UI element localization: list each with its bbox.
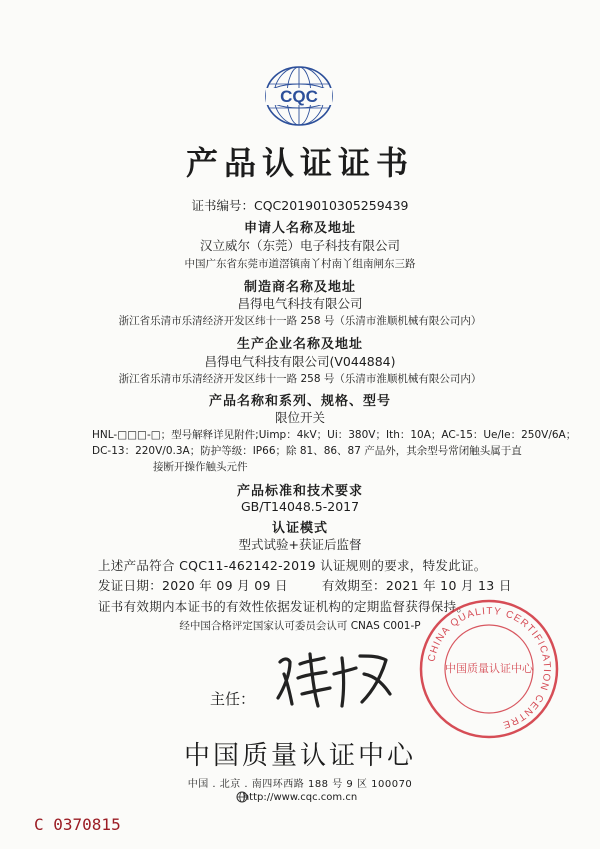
serial-number: C 0370815 <box>34 815 121 834</box>
valid-until-label: 有效期至： <box>321 578 386 593</box>
applicant-address: 中国广东省东莞市道滘镇南丫村南丫组南闸东三路 <box>184 258 416 270</box>
factory-address: 浙江省乐清市乐清经济开发区纬十一路 258 号（乐清市淮顺机械有限公司内） <box>118 373 482 385</box>
product-spec-line1: HNL-□□□-□；型号解释详见附件;Uimp：4kV；Ui：380V；Ith：10A；AC-15：Ue/Ie：250V/6A； <box>92 429 577 441</box>
manufacturer-label: 制造商名称及地址 <box>243 280 356 295</box>
seal-english-text: CHINA QUALITY CERTIFICATION CENTRE <box>426 605 553 731</box>
signature-text: 陈 梅 <box>270 644 273 645</box>
certificate-number: 证书编号：CQC2019010305259439 <box>191 198 409 213</box>
product-spec-line3: 接断开操作触头元件 <box>153 461 248 473</box>
issue-date: 2020 年 09 月 09 日 <box>162 578 288 593</box>
mode-value: 型式试验+获证后监督 <box>238 537 362 552</box>
cqc-seal-stamp <box>418 598 560 740</box>
product-spec-line2: DC-13：220V/0.3A；防护等级：IP66；除 81、86、87 产品外，其余型号常闭触头属于直 <box>92 445 522 457</box>
issue-date-label: 发证日期： <box>98 578 163 593</box>
standard-value: GB/T14048.5-2017 <box>240 499 360 514</box>
standard-label: 产品标准和技术要求 <box>236 484 363 499</box>
product-label: 产品名称和系列、规格、型号 <box>208 394 391 409</box>
seal-chinese-text: 中国质量认证中心 <box>445 662 533 675</box>
issuing-organization: 中国质量认证中心 <box>183 741 416 771</box>
applicant-name: 汉立威尔（东莞）电子科技有限公司 <box>199 238 400 253</box>
dates-line <box>98 576 512 594</box>
applicant-label: 申请人名称及地址 <box>243 221 356 236</box>
manufacturer-name: 昌得电气科技有限公司 <box>237 296 363 311</box>
organization-address: 中国 . 北京 . 南四环西路 188 号 9 区 100070 <box>187 779 413 790</box>
manufacturer-address: 浙江省乐清市乐清经济开发区纬十一路 258 号（乐清市淮顺机械有限公司内） <box>118 315 482 327</box>
factory-label: 生产企业名称及地址 <box>236 337 363 352</box>
valid-until-date: 2021 年 10 月 13 日 <box>385 578 512 593</box>
product-name: 限位开关 <box>274 410 325 425</box>
validity-note: 证书有效期内本证书的有效性依据发证机构的定期监督获得保持。 <box>98 599 470 614</box>
cqc-logo <box>264 64 334 128</box>
logo-text: CQC <box>280 87 318 106</box>
website-link[interactable]: http://www.cqc.com.cn <box>242 792 358 803</box>
mode-label: 认证模式 <box>271 521 328 536</box>
director-signature <box>270 644 400 714</box>
conformity-statement: 上述产品符合 CQC11-462142-2019 认证规则的要求，特发此证。 <box>98 558 487 573</box>
certificate-title: 产品认证证书 <box>185 144 414 182</box>
factory-name: 昌得电气科技有限公司(V044884) <box>204 354 396 369</box>
director-label: 主任： <box>210 690 256 708</box>
accreditation-note: 经中国合格评定国家认可委员会认可 CNAS C001-P <box>179 620 421 632</box>
